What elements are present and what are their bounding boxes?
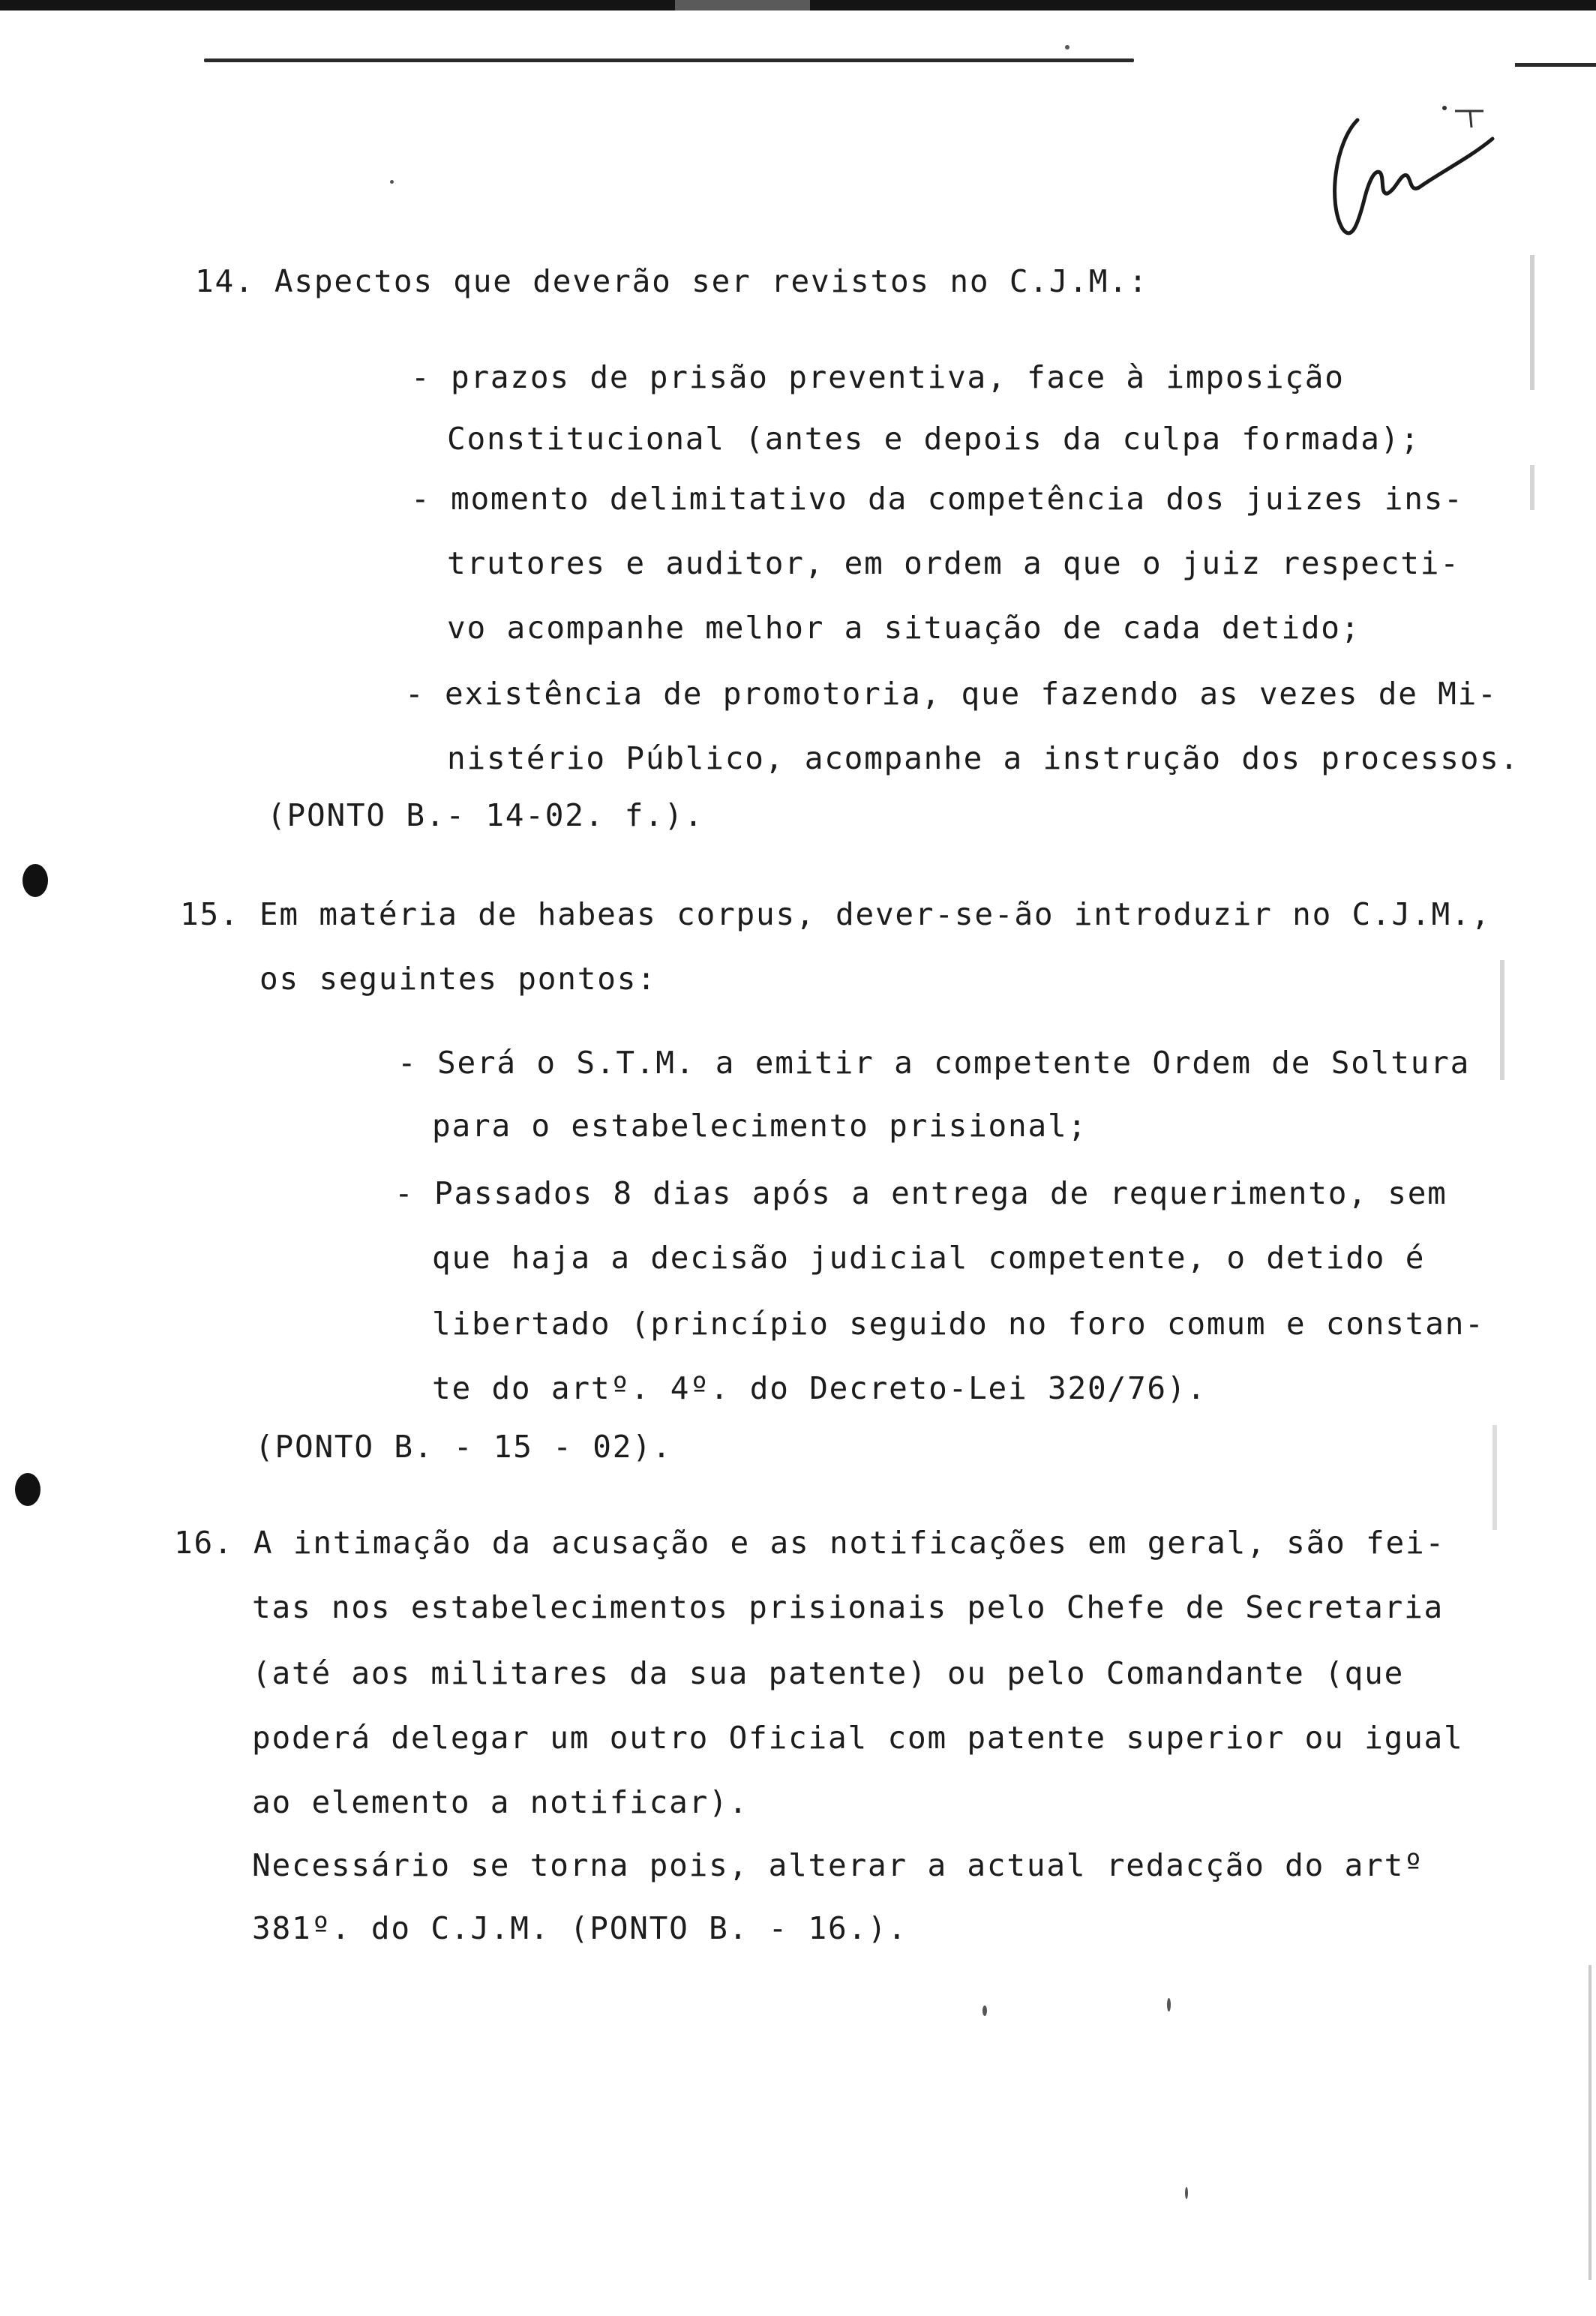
item-15-heading: 15. Em matéria de habeas corpus, dever-se-ão introduzir no C.J.M.,: [180, 896, 1491, 932]
item-15-reference: (PONTO B. - 15 - 02).: [255, 1429, 673, 1465]
item-15-bullet-1-cont: para o estabelecimento prisional;: [432, 1108, 1088, 1144]
scan-edge-noise: [1530, 465, 1534, 510]
scan-speck: [982, 2006, 987, 2016]
item-16-text: (até aos militares da sua patente) ou pelo Comandante (que: [252, 1655, 1405, 1691]
item-15-bullet-2-cont: te do artº. 4º. do Decreto-Lei 320/76).: [432, 1370, 1207, 1406]
item-14-bullet-3: - existência de promotoria, que fazendo as vezes de Mi-: [405, 676, 1498, 712]
scan-edge-noise: [1588, 1965, 1592, 2280]
scan-edge-noise: [1530, 255, 1534, 390]
item-15-heading-cont: os seguintes pontos:: [260, 961, 657, 997]
scan-edge-noise: [1492, 1425, 1497, 1530]
scan-speck: [1185, 2187, 1188, 2199]
header-rule-right: [1515, 63, 1596, 67]
punch-hole-upper: [22, 864, 48, 897]
item-14-bullet-2: - momento delimitativo da competência dos juizes ins-: [411, 481, 1464, 517]
item-15-bullet-2-cont: que haja a decisão judicial competente, o detido é: [432, 1240, 1426, 1276]
scan-top-border-gap: [675, 0, 810, 10]
item-15-bullet-2-cont: libertado (princípio seguido no foro comum e constan-: [432, 1306, 1485, 1342]
item-15-bullet-1: - Será o S.T.M. a emitir a competente Ordem de Soltura: [398, 1045, 1471, 1081]
scan-speck: [1065, 45, 1070, 50]
item-16-text: ao elemento a notificar).: [252, 1784, 749, 1820]
item-15-bullet-2: - Passados 8 dias após a entrega de requerimento, sem: [394, 1175, 1448, 1211]
item-16-text: tas nos estabelecimentos prisionais pelo Chefe de Secretaria: [252, 1589, 1444, 1625]
item-16-text: Necessário se torna pois, alterar a actual redacção do artº: [252, 1847, 1424, 1883]
scan-edge-noise: [1500, 960, 1504, 1080]
scan-speck: [390, 180, 394, 184]
item-14-reference: (PONTO B.- 14-02. f.).: [267, 797, 704, 833]
punch-hole-lower: [15, 1473, 40, 1506]
item-16-reference: 381º. do C.J.M. (PONTO B. - 16.).: [252, 1910, 908, 1946]
item-14-bullet-1: - prazos de prisão preventiva, face à imposição: [411, 359, 1345, 395]
scan-speck: [1167, 1998, 1171, 2012]
item-14-bullet-3-cont: nistério Público, acompanhe a instrução dos processos.: [447, 740, 1520, 776]
handwritten-signature: [1305, 98, 1500, 255]
item-14-bullet-2-cont: trutores e auditor, em ordem a que o juiz respecti-: [447, 545, 1460, 581]
item-14-bullet-1-cont: Constitucional (antes e depois da culpa formada);: [447, 421, 1420, 457]
item-16-text: poderá delegar um outro Oficial com patente superior ou igual: [252, 1720, 1464, 1756]
item-14-heading: 14. Aspectos que deverão ser revistos no C.J.M.:: [195, 263, 1149, 299]
item-14-bullet-2-cont: vo acompanhe melhor a situação de cada detido;: [447, 610, 1361, 646]
header-rule: [204, 58, 1134, 62]
item-16-heading: 16. A intimação da acusação e as notificações em geral, são fei-: [174, 1525, 1445, 1561]
